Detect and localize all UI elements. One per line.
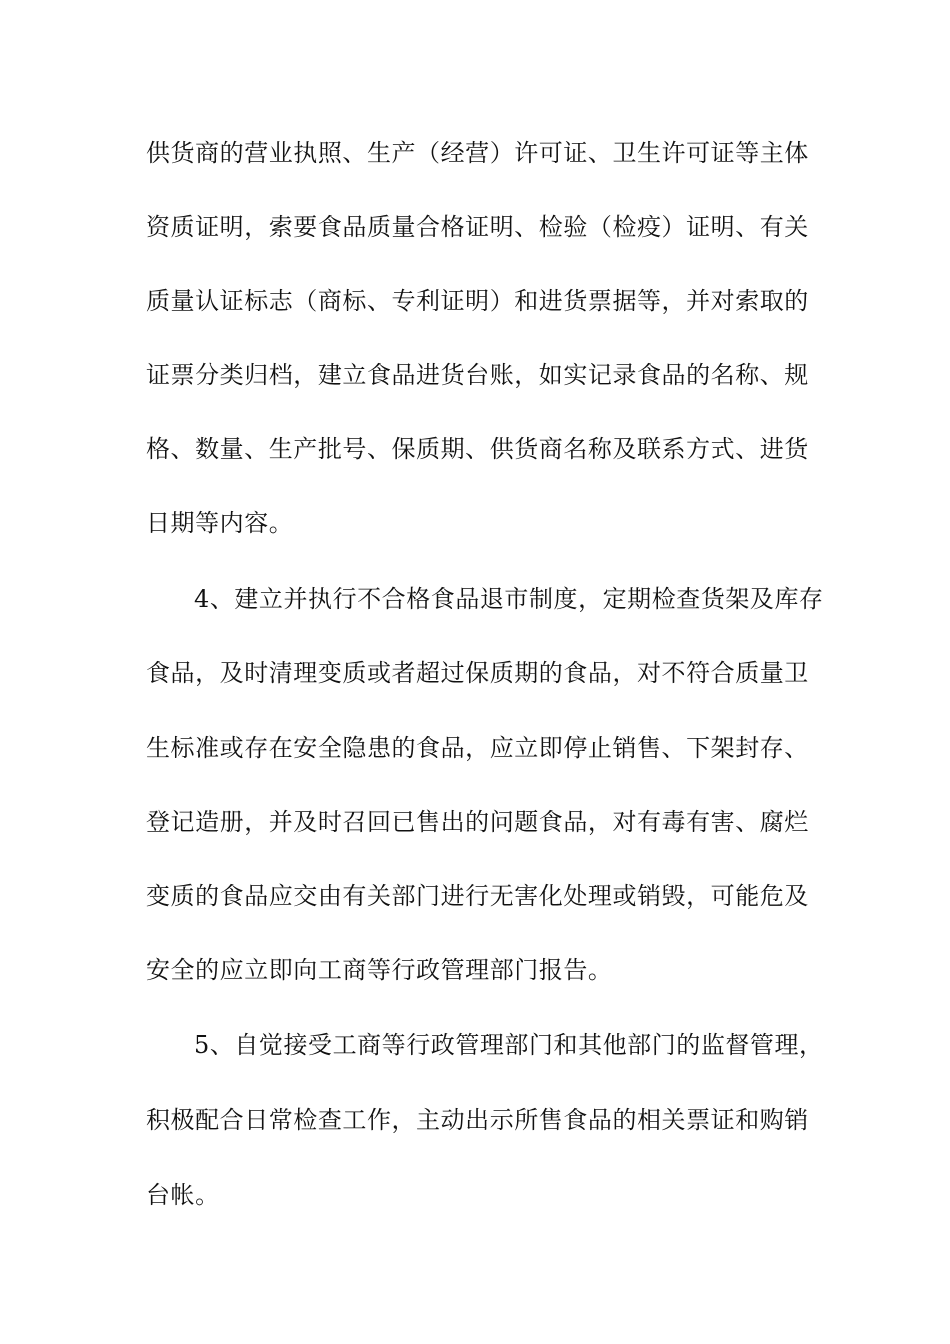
paragraph-line: 安全的应立即向工商等行政管理部门报告。 bbox=[146, 956, 613, 984]
paragraph-line: 供货商的营业执照、生产（经营）许可证、卫生许可证等主体 bbox=[146, 139, 809, 167]
paragraph-line: 食品，及时清理变质或者超过保质期的食品，对不符合质量卫 bbox=[146, 659, 809, 687]
paragraph-line-item-4: 4、建立并执行不合格食品退市制度，定期检查货架及库存 bbox=[194, 585, 824, 613]
paragraph-line: 变质的食品应交由有关部门进行无害化处理或销毁，可能危及 bbox=[146, 882, 809, 910]
paragraph-line: 格、数量、生产批号、保质期、供货商名称及联系方式、进货 bbox=[146, 435, 809, 463]
paragraph-line: 生标准或存在安全隐患的食品，应立即停止销售、下架封存、 bbox=[146, 734, 809, 762]
paragraph-line: 台帐。 bbox=[146, 1181, 220, 1209]
paragraph-line: 日期等内容。 bbox=[146, 509, 294, 537]
paragraph-line: 登记造册，并及时召回已售出的问题食品，对有毒有害、腐烂 bbox=[146, 808, 809, 836]
paragraph-line-item-5: 5、自觉接受工商等行政管理部门和其他部门的监督管理， bbox=[194, 1031, 824, 1059]
paragraph-line: 积极配合日常检查工作，主动出示所售食品的相关票证和购销 bbox=[146, 1106, 809, 1134]
paragraph-line: 资质证明，索要食品质量合格证明、检验（检疫）证明、有关 bbox=[146, 213, 809, 241]
paragraph-line: 证票分类归档，建立食品进货台账，如实记录食品的名称、规 bbox=[146, 361, 809, 389]
paragraph-line: 质量认证标志（商标、专利证明）和进货票据等，并对索取的 bbox=[146, 287, 809, 315]
